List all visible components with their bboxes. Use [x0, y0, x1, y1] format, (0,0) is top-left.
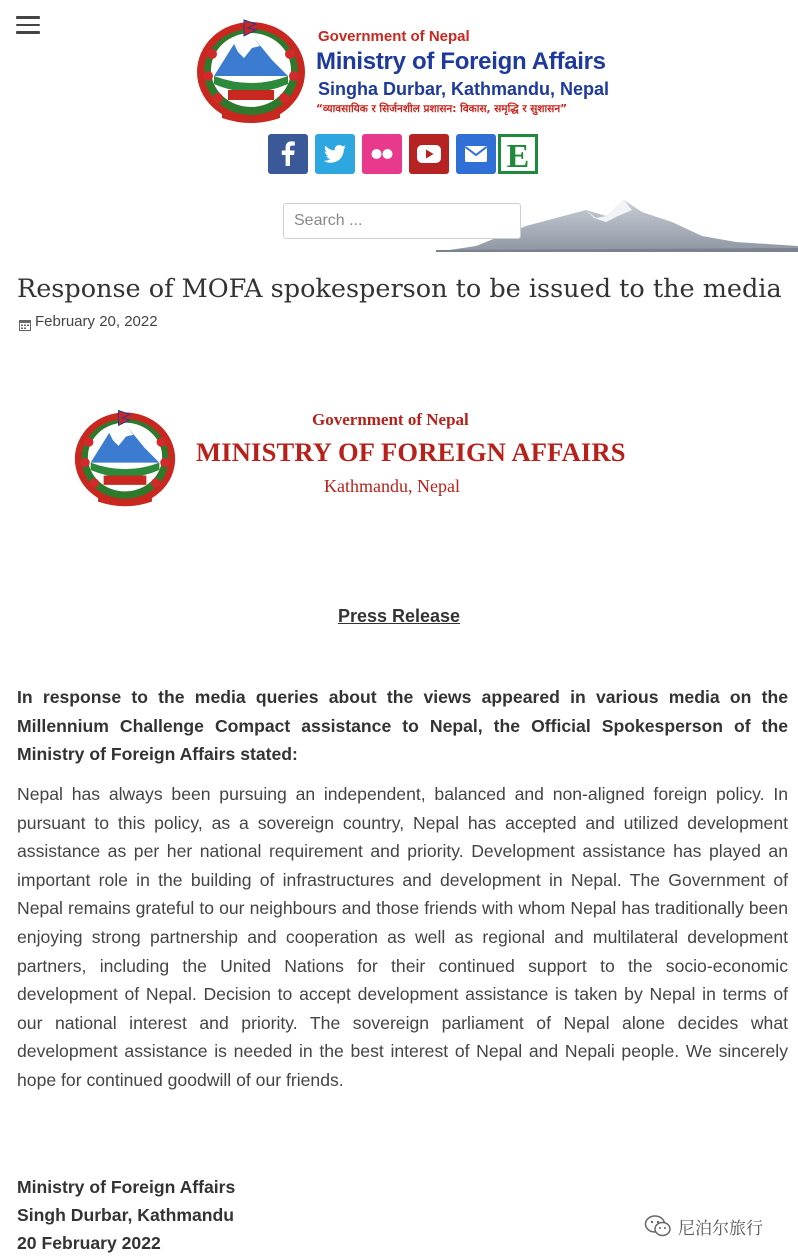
intro-paragraph: In response to the media queries about the views appeared in various media on the Millennium Challenge Compact assistance to Nepal, the Official Spokesperson of the Ministry of Foreign Affairs stated: — [17, 687, 788, 765]
signature-line: Ministry of Foreign Affairs — [17, 1177, 236, 1197]
hamburger-icon-line — [16, 31, 40, 34]
banner-ministry-name: MINISTRY OF FOREIGN AFFAIRS — [196, 437, 626, 467]
header-ministry-name: Ministry of Foreign Affairs — [316, 48, 606, 75]
youtube-button[interactable] — [409, 134, 449, 174]
article-title: Response of MOFA spokesperson to be issued to the media — [17, 274, 782, 304]
signature-line: Singh Durbar, Kathmandu — [17, 1205, 235, 1225]
social-links — [268, 134, 538, 174]
flickr-button[interactable] — [362, 134, 402, 174]
banner-gov-label: Government of Nepal — [312, 410, 469, 429]
header-address: Singha Durbar, Kathmandu, Nepal — [318, 79, 610, 99]
body-paragraph: Nepal has always been pursuing an independent, balanced and non-aligned foreign policy. In pursuant to this policy, as a sovereign country, Nepal has accepted and utilized development assistance as per her national requirement and priority. Development assistance has played an important role in the building of infrastructures and development in Nepal. The Government of Nepal remains grateful to our neighbours and those friends with whom Nepal has traditionally been enjoying strong partnership and cooperation as well as regional and multilateral development partners, including the United Nations for their continued support to the socio-economic development of Nepal. Decision to accept development assistance is taken by Nepal in terms of our national interest and priority. The sovereign parliament of Nepal alone decides what development assistance is needed in the best interest of Nepal and Nepali people. We sincerely hope for continued goodwill of our friends. — [17, 784, 788, 1090]
banner-city: Kathmandu, Nepal — [324, 476, 460, 496]
hamburger-icon-line — [16, 16, 40, 19]
article-date: February 20, 2022 — [35, 313, 158, 330]
e-service-button[interactable] — [498, 134, 538, 174]
e-icon — [498, 134, 538, 174]
nepal-emblem-icon — [192, 14, 310, 126]
press-release-heading: Press Release — [337, 606, 461, 626]
menu-button[interactable] — [16, 16, 40, 36]
email-button[interactable] — [456, 134, 496, 174]
twitter-button[interactable] — [315, 134, 355, 174]
header-gov-label: Government of Nepal — [318, 28, 470, 45]
watermark — [644, 1210, 763, 1242]
nepal-emblem-icon — [68, 405, 182, 509]
flickr-icon — [362, 134, 402, 174]
header-motto: “व्यावसायिक र सिर्जनशील प्रशासन: विकास, समृद्धि र सुशासन” — [316, 103, 568, 115]
email-icon — [456, 134, 496, 174]
wechat-icon — [644, 1214, 672, 1238]
signature-line: 20 February 2022 — [17, 1233, 161, 1253]
hamburger-icon-line — [16, 24, 40, 27]
youtube-icon — [409, 134, 449, 174]
twitter-icon — [315, 134, 355, 174]
facebook-icon — [268, 134, 308, 174]
search-input[interactable] — [283, 203, 521, 239]
facebook-button[interactable] — [268, 134, 308, 174]
svg-text:E: E — [506, 138, 530, 174]
calendar-icon — [19, 319, 31, 331]
watermark-text: 尼泊尔旅行 — [678, 1218, 763, 1239]
